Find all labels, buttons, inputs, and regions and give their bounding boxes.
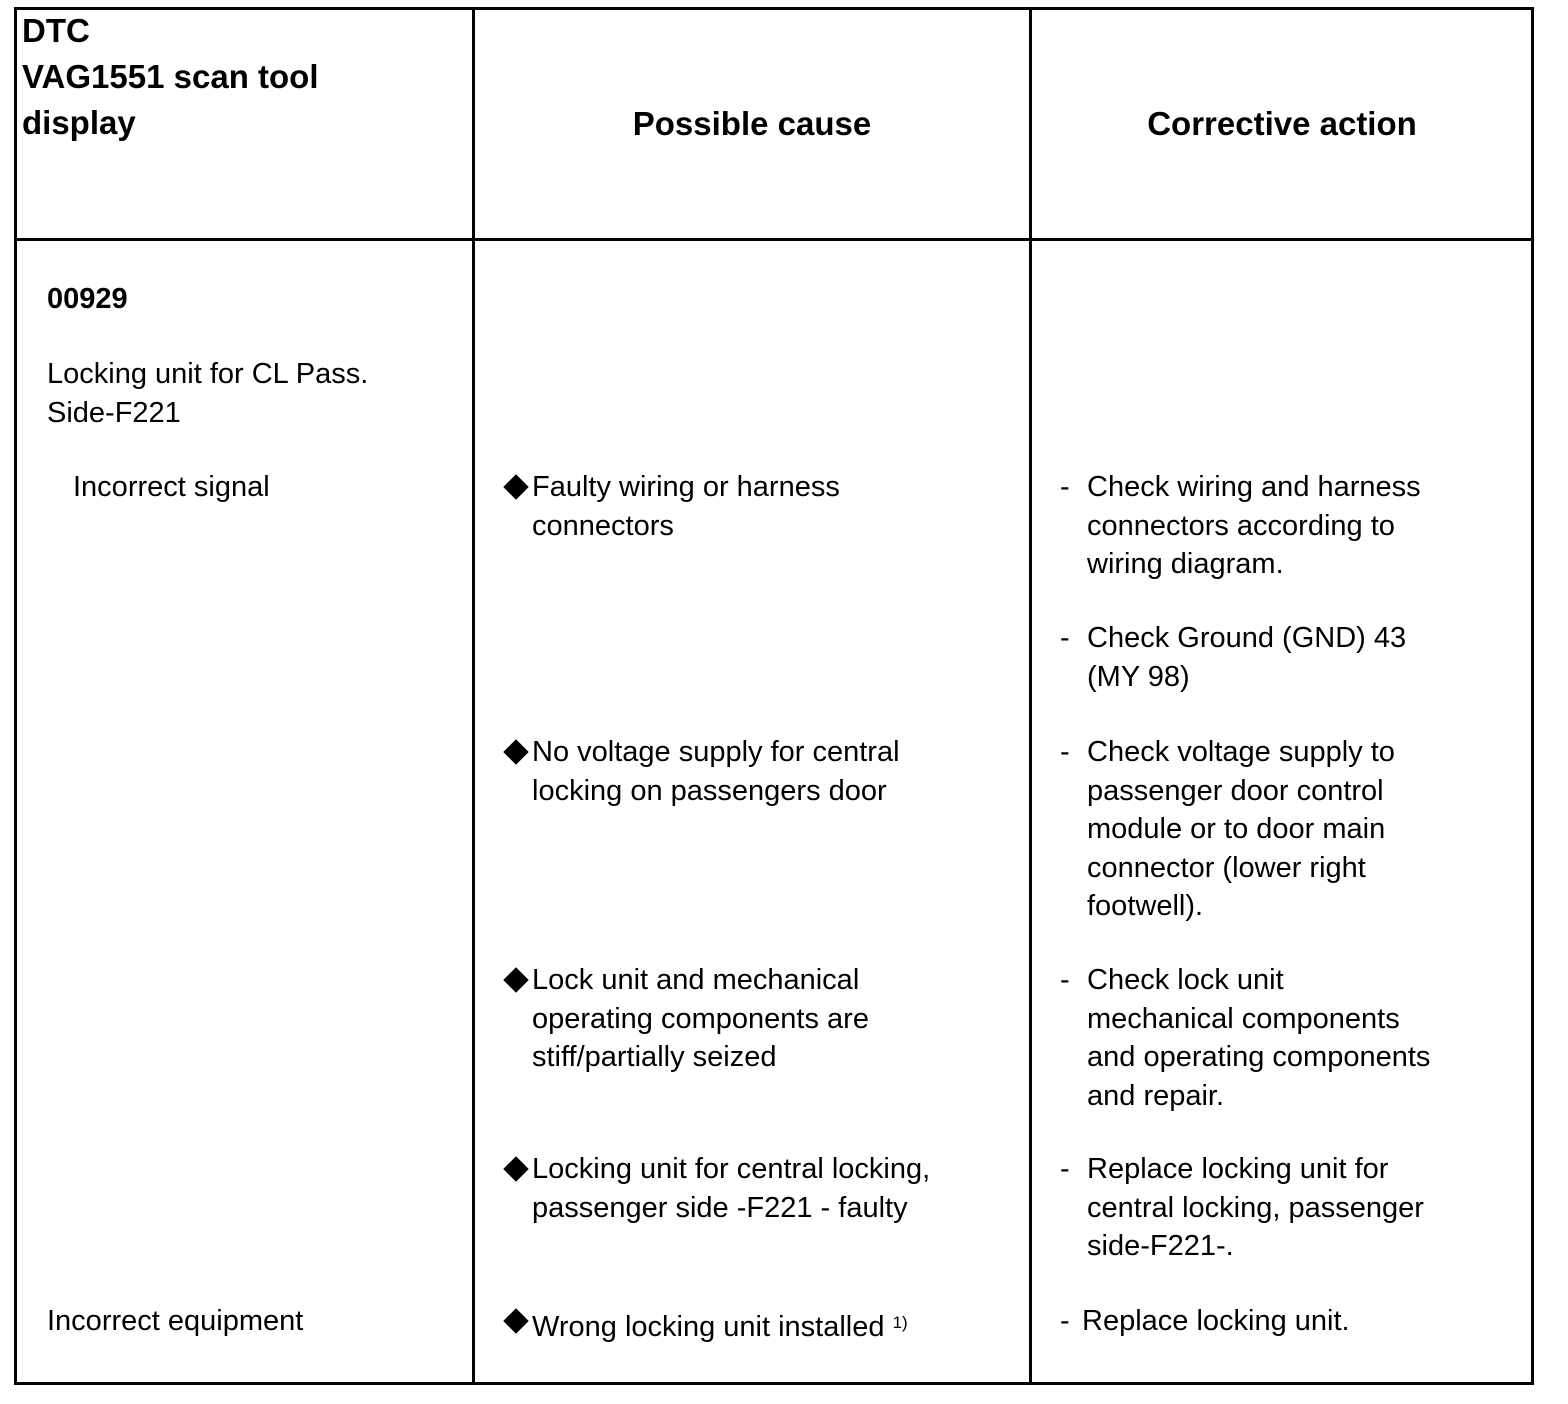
cause-item: No voltage supply for central locking on passengers door [532, 736, 900, 807]
dash-bullet: - [1060, 736, 1070, 768]
action-item: Replace locking unit. [1082, 1305, 1350, 1337]
dash-bullet: - [1060, 1153, 1070, 1185]
action-item: Check Ground (GND) 43 (MY 98) [1087, 622, 1407, 693]
symptom-incorrect-equipment: Incorrect equipment [47, 1305, 304, 1337]
dash-bullet: - [1060, 622, 1070, 654]
header-possible-cause: Possible cause [632, 105, 872, 142]
column-divider [1029, 7, 1032, 1385]
dash-bullet: - [1060, 964, 1070, 996]
action-item: Replace locking unit for central locking, passenger side-F221-. [1087, 1153, 1424, 1262]
header-dtc: DTC VAG1551 scan tool display [22, 12, 319, 141]
cause-item: Lock unit and mechanical operating components are stiff/partially seized [532, 964, 869, 1073]
dtc-code: 00929 [47, 283, 128, 315]
cause-item: Locking unit for central locking, passenger side -F221 - faulty [532, 1153, 931, 1224]
dash-bullet: - [1060, 1305, 1070, 1337]
cause-item: Faulty wiring or harness connectors [532, 471, 840, 542]
symptom-incorrect-signal: Incorrect signal [73, 471, 270, 503]
column-divider [472, 7, 475, 1385]
header-divider [14, 238, 1534, 241]
header-corrective-action: Corrective action [1147, 105, 1417, 142]
action-item: Check voltage supply to passenger door control module or to door main connector (lower right footwell). [1087, 736, 1395, 922]
cause-item: Wrong locking unit installed $^{1)}$ [532, 1311, 908, 1343]
footnote-marker: 1) [892, 1313, 908, 1332]
action-item: Check lock unit mechanical components and operating components and repair. [1087, 964, 1431, 1112]
dash-bullet: - [1060, 471, 1070, 503]
action-item: Check wiring and harness connectors according to wiring diagram. [1087, 471, 1421, 580]
dtc-name: Locking unit for CL Pass. Side-F221 [47, 358, 369, 429]
